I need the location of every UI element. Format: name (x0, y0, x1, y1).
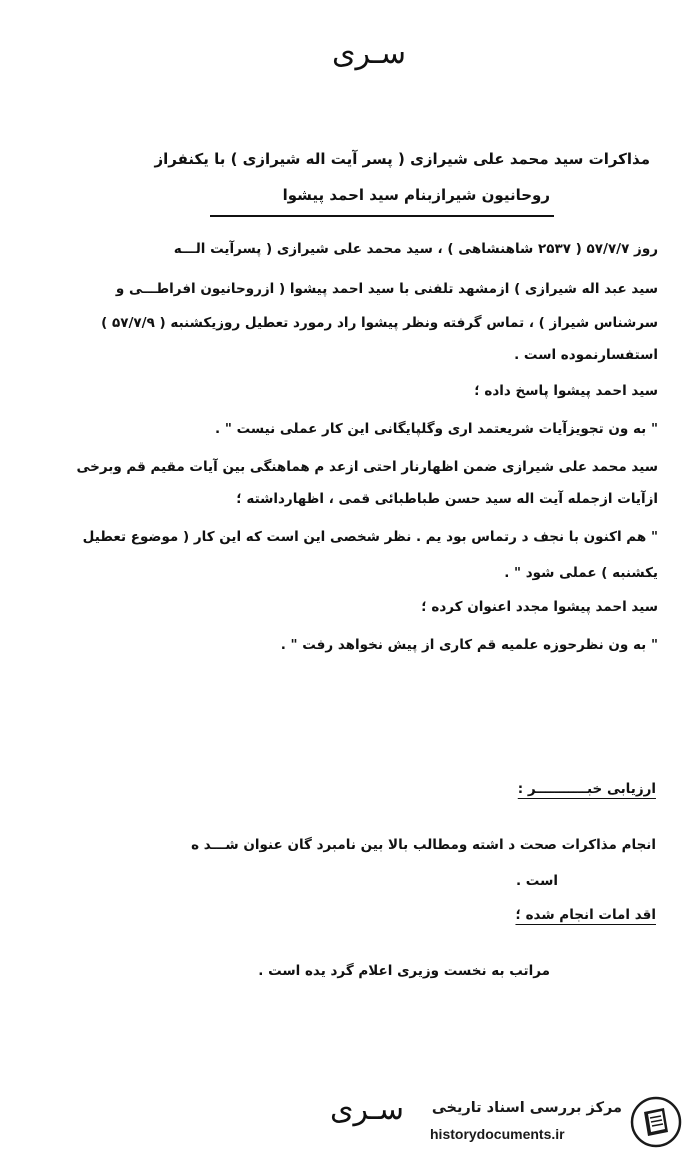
evaluation-text-line-2: است . (515, 873, 558, 889)
title-underline (210, 215, 554, 217)
body-line: ازآیات ازجمله آیت اله سید حسن طباطبائی قمی ، اظهارداشته ؛ (236, 491, 658, 507)
watermark-org-name: مرکز بررسی اسناد تاریخی (431, 1100, 622, 1116)
body-line: سید عبد اله شیرازی ) ازمشهد تلفنی با سید احمد پیشوا ( ازروحانیون افراطـــی و (115, 281, 658, 297)
document-title-line-1: مذاکرات سید محمد علی شیرازی ( پسر آیت اله شیرازی ) با یکنفراز (154, 150, 650, 168)
body-line: سید احمد پیشوا پاسخ داده ؛ (474, 383, 658, 399)
evaluation-text-line-1: انجام مذاکرات صحت د اشته ومطالب بالا بین نامبرد گان عنوان شـــد ه (191, 837, 656, 853)
body-line: یکشنبه ) عملی شود " . (504, 565, 658, 581)
actions-heading: اقد امات انجام شده ؛ (515, 907, 656, 923)
doc-scroll-logo-icon (630, 1096, 682, 1148)
body-line: سید احمد پیشوا مجدد اعنوان کرده ؛ (421, 599, 658, 615)
body-line: " هم اکنون با نجف د رتماس بود یم . نظر شخصی این است که این کار ( موضوع تعطیل (82, 529, 658, 545)
body-line: استفسارنموده است . (514, 347, 658, 363)
watermark-url: historydocuments.ir (430, 1126, 565, 1142)
body-line: سید محمد علی شیرازی ضمن اظهارنار احتی ازعد م هماهنگی بین آیات مقیم قم وبرخی (76, 459, 658, 475)
evaluation-heading: ارزیابی خبـــــــــــر : (517, 781, 656, 797)
body-line: سرشناس شیراز ) ، تماس گرفته ونظر پیشوا راد رمورد تعطیل روزیکشنبه ( ۵۷/۷/۹ ) (101, 315, 658, 331)
body-line: " به ون نظرحوزه علمیه قم کاری از پیش نخواهد رفت " . (280, 637, 658, 653)
body-line: روز ۵۷/۷/۷ ( ۲۵۳۷ شاهنشاهی ) ، سید محمد علی شیرازی ( پسرآیت الـــه (173, 241, 658, 257)
body-line: " به ون تجویزآیات شریعتمد اری وگلپایگانی این کار عملی نیست " . (215, 421, 658, 437)
actions-text: مراتب به نخست وزیری اعلام گرد یده است . (258, 963, 550, 979)
classification-bottom: سـری (330, 1092, 404, 1127)
classification-top: سـری (332, 36, 406, 71)
document-title-line-2: روحانیون شیرازبنام سید احمد پیشوا (282, 186, 550, 204)
